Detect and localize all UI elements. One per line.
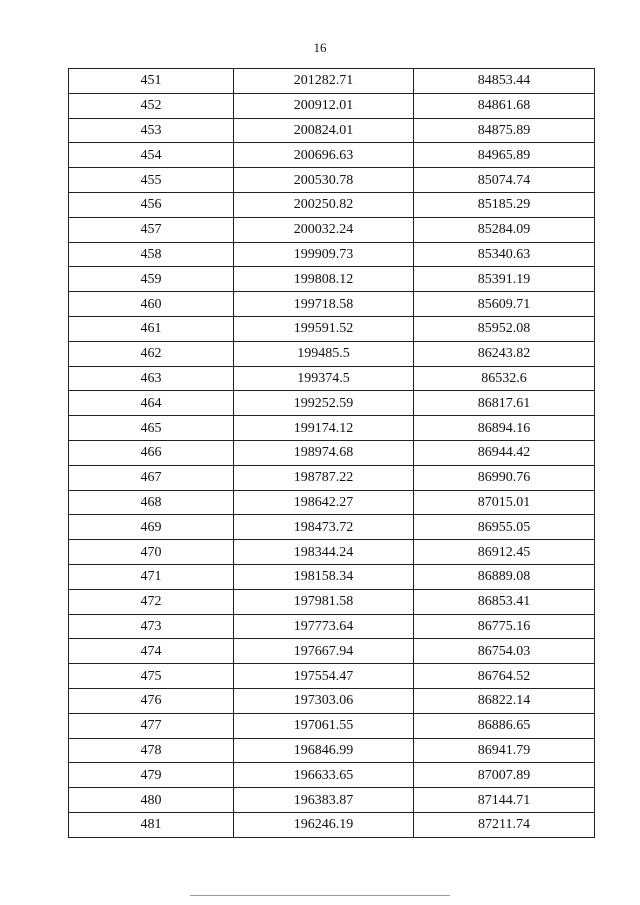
table-row [69, 738, 595, 763]
y-coordinate-cell: 86889.08 [414, 564, 595, 589]
x-coordinate-cell: 199909.73 [234, 242, 414, 267]
point-number-cell: 479 [69, 763, 234, 788]
table-row [69, 614, 595, 639]
table-row [69, 192, 595, 217]
table-row [69, 267, 595, 292]
point-number-cell: 474 [69, 639, 234, 664]
x-coordinate-cell: 196633.65 [234, 763, 414, 788]
table-row [69, 465, 595, 490]
point-number-cell: 459 [69, 267, 234, 292]
point-number-cell: 473 [69, 614, 234, 639]
x-coordinate-cell: 200696.63 [234, 143, 414, 168]
point-number-cell: 451 [69, 69, 234, 94]
y-coordinate-cell: 87015.01 [414, 490, 595, 515]
table-row [69, 564, 595, 589]
table-row [69, 713, 595, 738]
y-coordinate-cell: 87007.89 [414, 763, 595, 788]
x-coordinate-cell: 198344.24 [234, 540, 414, 565]
point-number-cell: 470 [69, 540, 234, 565]
y-coordinate-cell: 84965.89 [414, 143, 595, 168]
x-coordinate-cell: 198787.22 [234, 465, 414, 490]
point-number-cell: 465 [69, 416, 234, 441]
point-number-cell: 467 [69, 465, 234, 490]
x-coordinate-cell: 199591.52 [234, 316, 414, 341]
coordinate-table-body [69, 69, 595, 838]
point-number-cell: 452 [69, 93, 234, 118]
y-coordinate-cell: 85391.19 [414, 267, 595, 292]
point-number-cell: 456 [69, 192, 234, 217]
table-row [69, 168, 595, 193]
x-coordinate-cell: 199808.12 [234, 267, 414, 292]
table-row [69, 664, 595, 689]
x-coordinate-cell: 200530.78 [234, 168, 414, 193]
y-coordinate-cell: 86955.05 [414, 515, 595, 540]
x-coordinate-cell: 199485.5 [234, 341, 414, 366]
y-coordinate-cell: 84861.68 [414, 93, 595, 118]
point-number-cell: 472 [69, 589, 234, 614]
point-number-cell: 468 [69, 490, 234, 515]
y-coordinate-cell: 86894.16 [414, 416, 595, 441]
y-coordinate-cell: 85284.09 [414, 217, 595, 242]
y-coordinate-cell: 86532.6 [414, 366, 595, 391]
y-coordinate-cell: 86822.14 [414, 688, 595, 713]
point-number-cell: 475 [69, 664, 234, 689]
table-row [69, 69, 595, 94]
table-row [69, 639, 595, 664]
y-coordinate-cell: 86944.42 [414, 440, 595, 465]
x-coordinate-cell: 198642.27 [234, 490, 414, 515]
table-row [69, 763, 595, 788]
x-coordinate-cell: 199252.59 [234, 391, 414, 416]
point-number-cell: 477 [69, 713, 234, 738]
table-row [69, 316, 595, 341]
x-coordinate-cell: 199174.12 [234, 416, 414, 441]
x-coordinate-cell: 198473.72 [234, 515, 414, 540]
y-coordinate-cell: 87144.71 [414, 788, 595, 813]
x-coordinate-cell: 201282.71 [234, 69, 414, 94]
table-row [69, 788, 595, 813]
x-coordinate-cell: 197061.55 [234, 713, 414, 738]
point-number-cell: 458 [69, 242, 234, 267]
table-row [69, 118, 595, 143]
y-coordinate-cell: 86990.76 [414, 465, 595, 490]
point-number-cell: 463 [69, 366, 234, 391]
table-row [69, 292, 595, 317]
y-coordinate-cell: 85340.63 [414, 242, 595, 267]
x-coordinate-cell: 196846.99 [234, 738, 414, 763]
table-row [69, 589, 595, 614]
x-coordinate-cell: 199718.58 [234, 292, 414, 317]
point-number-cell: 478 [69, 738, 234, 763]
y-coordinate-cell: 86817.61 [414, 391, 595, 416]
x-coordinate-cell: 199374.5 [234, 366, 414, 391]
y-coordinate-cell: 86941.79 [414, 738, 595, 763]
y-coordinate-cell: 84853.44 [414, 69, 595, 94]
x-coordinate-cell: 198158.34 [234, 564, 414, 589]
table-row [69, 242, 595, 267]
y-coordinate-cell: 85074.74 [414, 168, 595, 193]
x-coordinate-cell: 197981.58 [234, 589, 414, 614]
point-number-cell: 466 [69, 440, 234, 465]
page-number: 16 [313, 40, 327, 55]
point-number-cell: 454 [69, 143, 234, 168]
table-row [69, 812, 595, 837]
table-row [69, 688, 595, 713]
y-coordinate-cell: 86764.52 [414, 664, 595, 689]
coordinate-table [68, 68, 595, 838]
x-coordinate-cell: 200824.01 [234, 118, 414, 143]
x-coordinate-cell: 197773.64 [234, 614, 414, 639]
x-coordinate-cell: 200912.01 [234, 93, 414, 118]
table-row [69, 217, 595, 242]
point-number-cell: 462 [69, 341, 234, 366]
point-number-cell: 469 [69, 515, 234, 540]
y-coordinate-cell: 84875.89 [414, 118, 595, 143]
y-coordinate-cell: 86754.03 [414, 639, 595, 664]
table-row [69, 490, 595, 515]
x-coordinate-cell: 197554.47 [234, 664, 414, 689]
y-coordinate-cell: 86912.45 [414, 540, 595, 565]
point-number-cell: 457 [69, 217, 234, 242]
bottom-rule [190, 895, 450, 896]
x-coordinate-cell: 200250.82 [234, 192, 414, 217]
y-coordinate-cell: 87211.74 [414, 812, 595, 837]
table-row [69, 540, 595, 565]
point-number-cell: 455 [69, 168, 234, 193]
table-row [69, 440, 595, 465]
point-number-cell: 461 [69, 316, 234, 341]
point-number-cell: 460 [69, 292, 234, 317]
y-coordinate-cell: 86243.82 [414, 341, 595, 366]
table-row [69, 341, 595, 366]
point-number-cell: 480 [69, 788, 234, 813]
y-coordinate-cell: 85185.29 [414, 192, 595, 217]
point-number-cell: 476 [69, 688, 234, 713]
y-coordinate-cell: 86886.65 [414, 713, 595, 738]
point-number-cell: 464 [69, 391, 234, 416]
x-coordinate-cell: 198974.68 [234, 440, 414, 465]
x-coordinate-cell: 196383.87 [234, 788, 414, 813]
point-number-cell: 471 [69, 564, 234, 589]
point-number-cell: 481 [69, 812, 234, 837]
x-coordinate-cell: 197303.06 [234, 688, 414, 713]
point-number-cell: 453 [69, 118, 234, 143]
y-coordinate-cell: 86775.16 [414, 614, 595, 639]
x-coordinate-cell: 200032.24 [234, 217, 414, 242]
table-row [69, 391, 595, 416]
y-coordinate-cell: 85609.71 [414, 292, 595, 317]
x-coordinate-cell: 196246.19 [234, 812, 414, 837]
y-coordinate-cell: 85952.08 [414, 316, 595, 341]
table-row [69, 366, 595, 391]
table-row [69, 515, 595, 540]
table-row [69, 416, 595, 441]
table-row [69, 143, 595, 168]
y-coordinate-cell: 86853.41 [414, 589, 595, 614]
table-row [69, 93, 595, 118]
x-coordinate-cell: 197667.94 [234, 639, 414, 664]
